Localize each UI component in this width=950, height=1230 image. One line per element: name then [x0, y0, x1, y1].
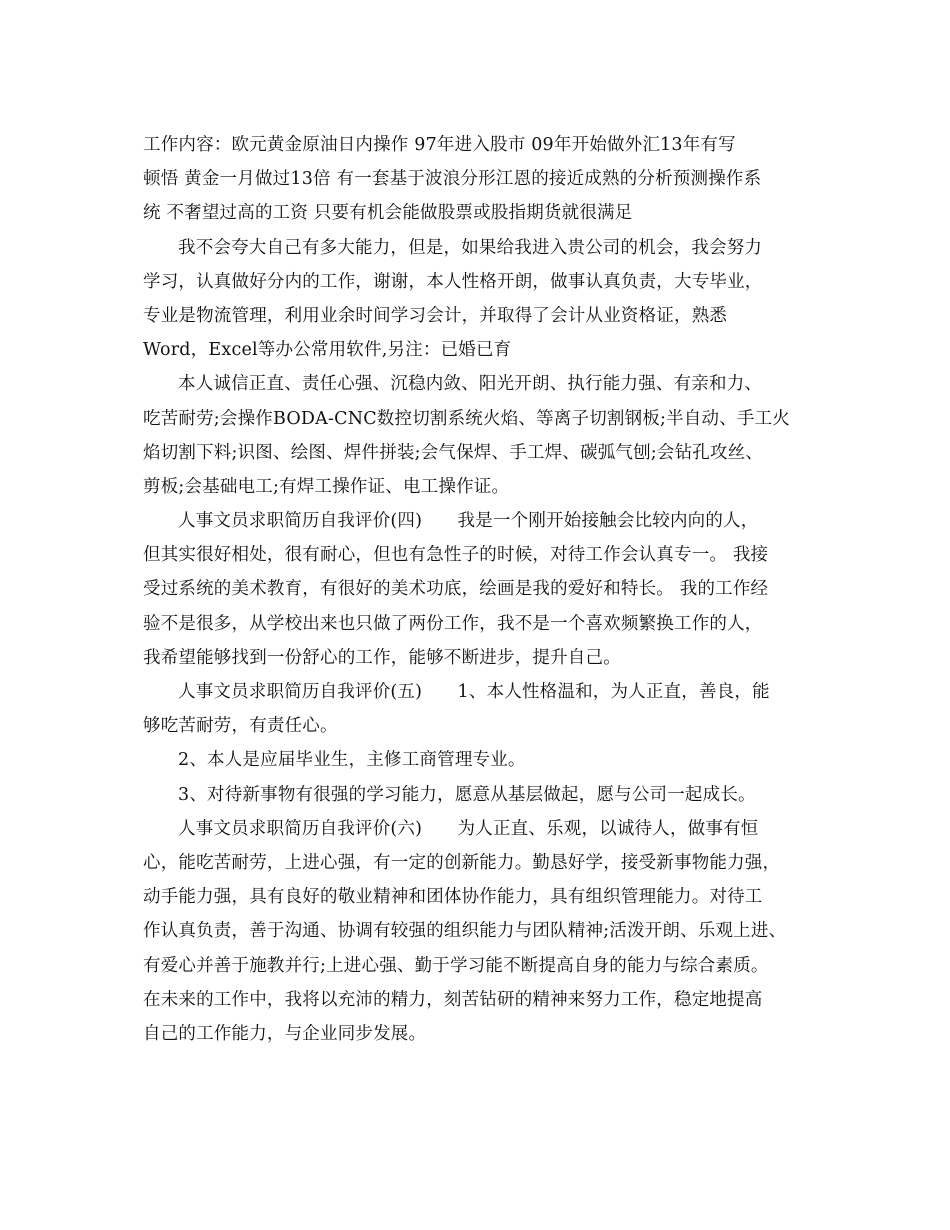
text-line: 但其实很好相处，很有耐心，但也有急性子的时候，对待工作会认真专一。 我接 [143, 545, 769, 566]
text-line: 验不是很多，从学校出来也只做了两份工作，我不是一个喜欢频繁换工作的人， [143, 613, 763, 634]
text-line: 学习，认真做好分内的工作，谢谢，本人性格开朗，做事认真负责，大专毕业， [143, 271, 763, 292]
text-line: 焰切割下料;识图、绘图、焊件拼装;会气保焊、手工焊、碳弧气刨;会钻孔攻丝、 [143, 442, 764, 463]
text-line: 心，能吃苦耐劳，上进心强，有一定的创新能力。勤恳好学，接受新事物能力强， [143, 852, 781, 873]
text-line: 受过系统的美术教育，有很好的美术功底，绘画是我的爱好和特长。 我的工作经 [143, 579, 769, 600]
text-line: 自己的工作能力，与企业同步发展。 [143, 1023, 427, 1044]
document-body [143, 128, 823, 1051]
text-line: 作认真负责，善于沟通、协调有较强的组织能力与团队精神;活泼开朗、乐观上进、 [143, 921, 787, 942]
text-line: 在未来的工作中，我将以充沛的精力，刻苦钻研的精神来努力工作，稳定地提高 [143, 989, 763, 1010]
text-line: 有爱心并善于施教并行;上进心强、勤于学习能不断提高自身的能力与综合素质。 [143, 955, 769, 976]
section-heading-line: 人事文员求职简历自我评价(六) 为人正直、乐观，以诚待人，做事有恒 [178, 818, 759, 839]
section-heading-line: 人事文员求职简历自我评价(五) 1、本人性格温和，为人正直，善良，能 [178, 682, 770, 702]
list-item-line: 2、本人是应届毕业生，主修工商管理专业。 [178, 750, 526, 771]
text-line: 够吃苦耐劳，有责任心。 [143, 716, 338, 737]
text-line: Word，Excel等办公常用软件,另注：已婚已育 [143, 340, 512, 361]
text-line: 我希望能够找到一份舒心的工作，能够不断进步，提升自己。 [143, 647, 621, 668]
list-item-line: 3、对待新事物有很强的学习能力，愿意从基层做起，愿与公司一起成长。 [178, 784, 756, 805]
text-line: 工作内容：欧元黄金原油日内操作 97年进入股市 09年开始做外汇13年有写 [143, 135, 736, 155]
text-line: 专业是物流管理，利用业余时间学习会计，并取得了会计从业资格证，熟悉 [143, 305, 728, 326]
paragraph-start-line: 我不会夸大自己有多大能力，但是，如果给我进入贵公司的机会，我会努力 [178, 237, 763, 258]
text-line: 统 不奢望过高的工资 只要有机会能做股票或股指期货就很满足 [143, 203, 633, 224]
text-line: 吃苦耐劳;会操作BODA-CNC数控切割系统火焰、等离子切割钢板;半自动、手工火 [143, 408, 790, 429]
section-heading-line: 人事文员求职简历自我评价(四) 我是一个刚开始接触会比较内向的人， [178, 511, 759, 532]
text-line: 剪板;会基础电工;有焊工操作证、电工操作证。 [143, 476, 510, 497]
paragraph-start-line: 本人诚信正直、责任心强、沉稳内敛、阳光开朗、执行能力强、有亲和力、 [178, 374, 763, 395]
text-line: 顿悟 黄金一月做过13倍 有一套基于波浪分形江恩的接近成熟的分析预测操作系 [143, 169, 762, 190]
text-line: 动手能力强，具有良好的敬业精神和团体协作能力，具有组织管理能力。对待工 [143, 887, 763, 908]
